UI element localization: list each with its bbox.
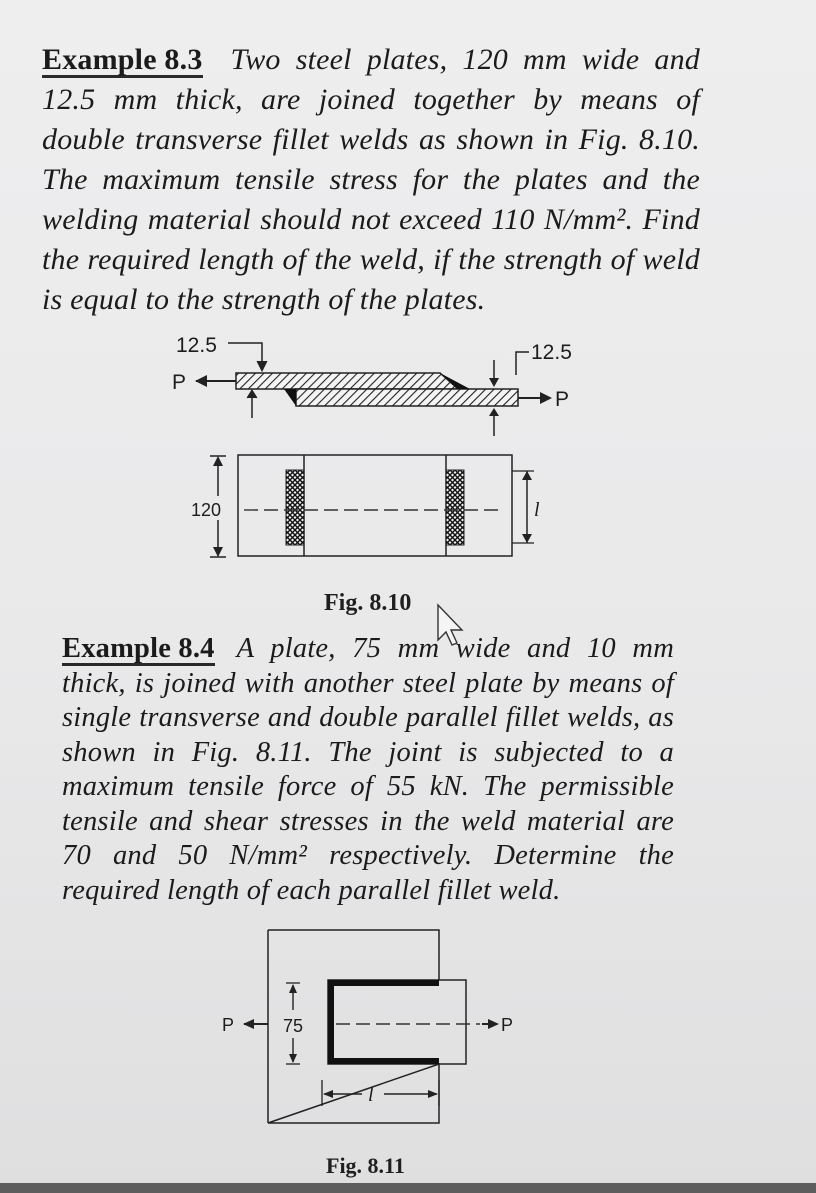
example-8-4-body: A plate, 75 mm wide and 10 mm thick, is joined with another steel plate by means of single transverse and double parallel fillet welds, as shown in Fig. 8.11. The joint is subjected to a maximum tensile force of 55 kN. The permissible tensile and shear stresses in the weld material are 70 and 50 N/mm² respectively. Determine the required length of each parallel fillet weld. [62,633,674,906]
fig11-load-left: P [222,1015,235,1035]
example-8-3-title: Example 8.3 [42,43,203,76]
fillet-weld-outline [331,983,439,1061]
fig11-length-label: l [368,1084,374,1106]
fig10-load-left: P [172,371,187,394]
figure-8-11-caption: Fig. 8.11 [326,1153,405,1178]
example-8-3-body: Two steel plates, 120 mm wide and 12.5 mm thick, are joined together by means of double transverse fillet welds as shown in Fig. 8.10. The maximum tensile stress for the plates and the welding material should not exceed 110 N/mm². Find the required length of the weld, if the strength of weld is equal to the strength of the plates. [42,43,700,316]
thickness-right-label: 12.5 [531,341,572,364]
figure-8-10-caption: Fig. 8.10 [324,590,412,616]
example-8-4-title: Example 8.4 [62,633,215,664]
inserted-plate-outline [328,980,466,1064]
fig11-load-right: P [501,1015,514,1035]
bottom-edge-shadow [0,1183,816,1193]
fig10-load-right: P [555,388,570,411]
fig10-length-label: l [534,499,540,521]
width-120-label: 120 [191,500,222,520]
width-75-label: 75 [283,1016,304,1036]
thickness-left-label: 12.5 [176,334,217,357]
